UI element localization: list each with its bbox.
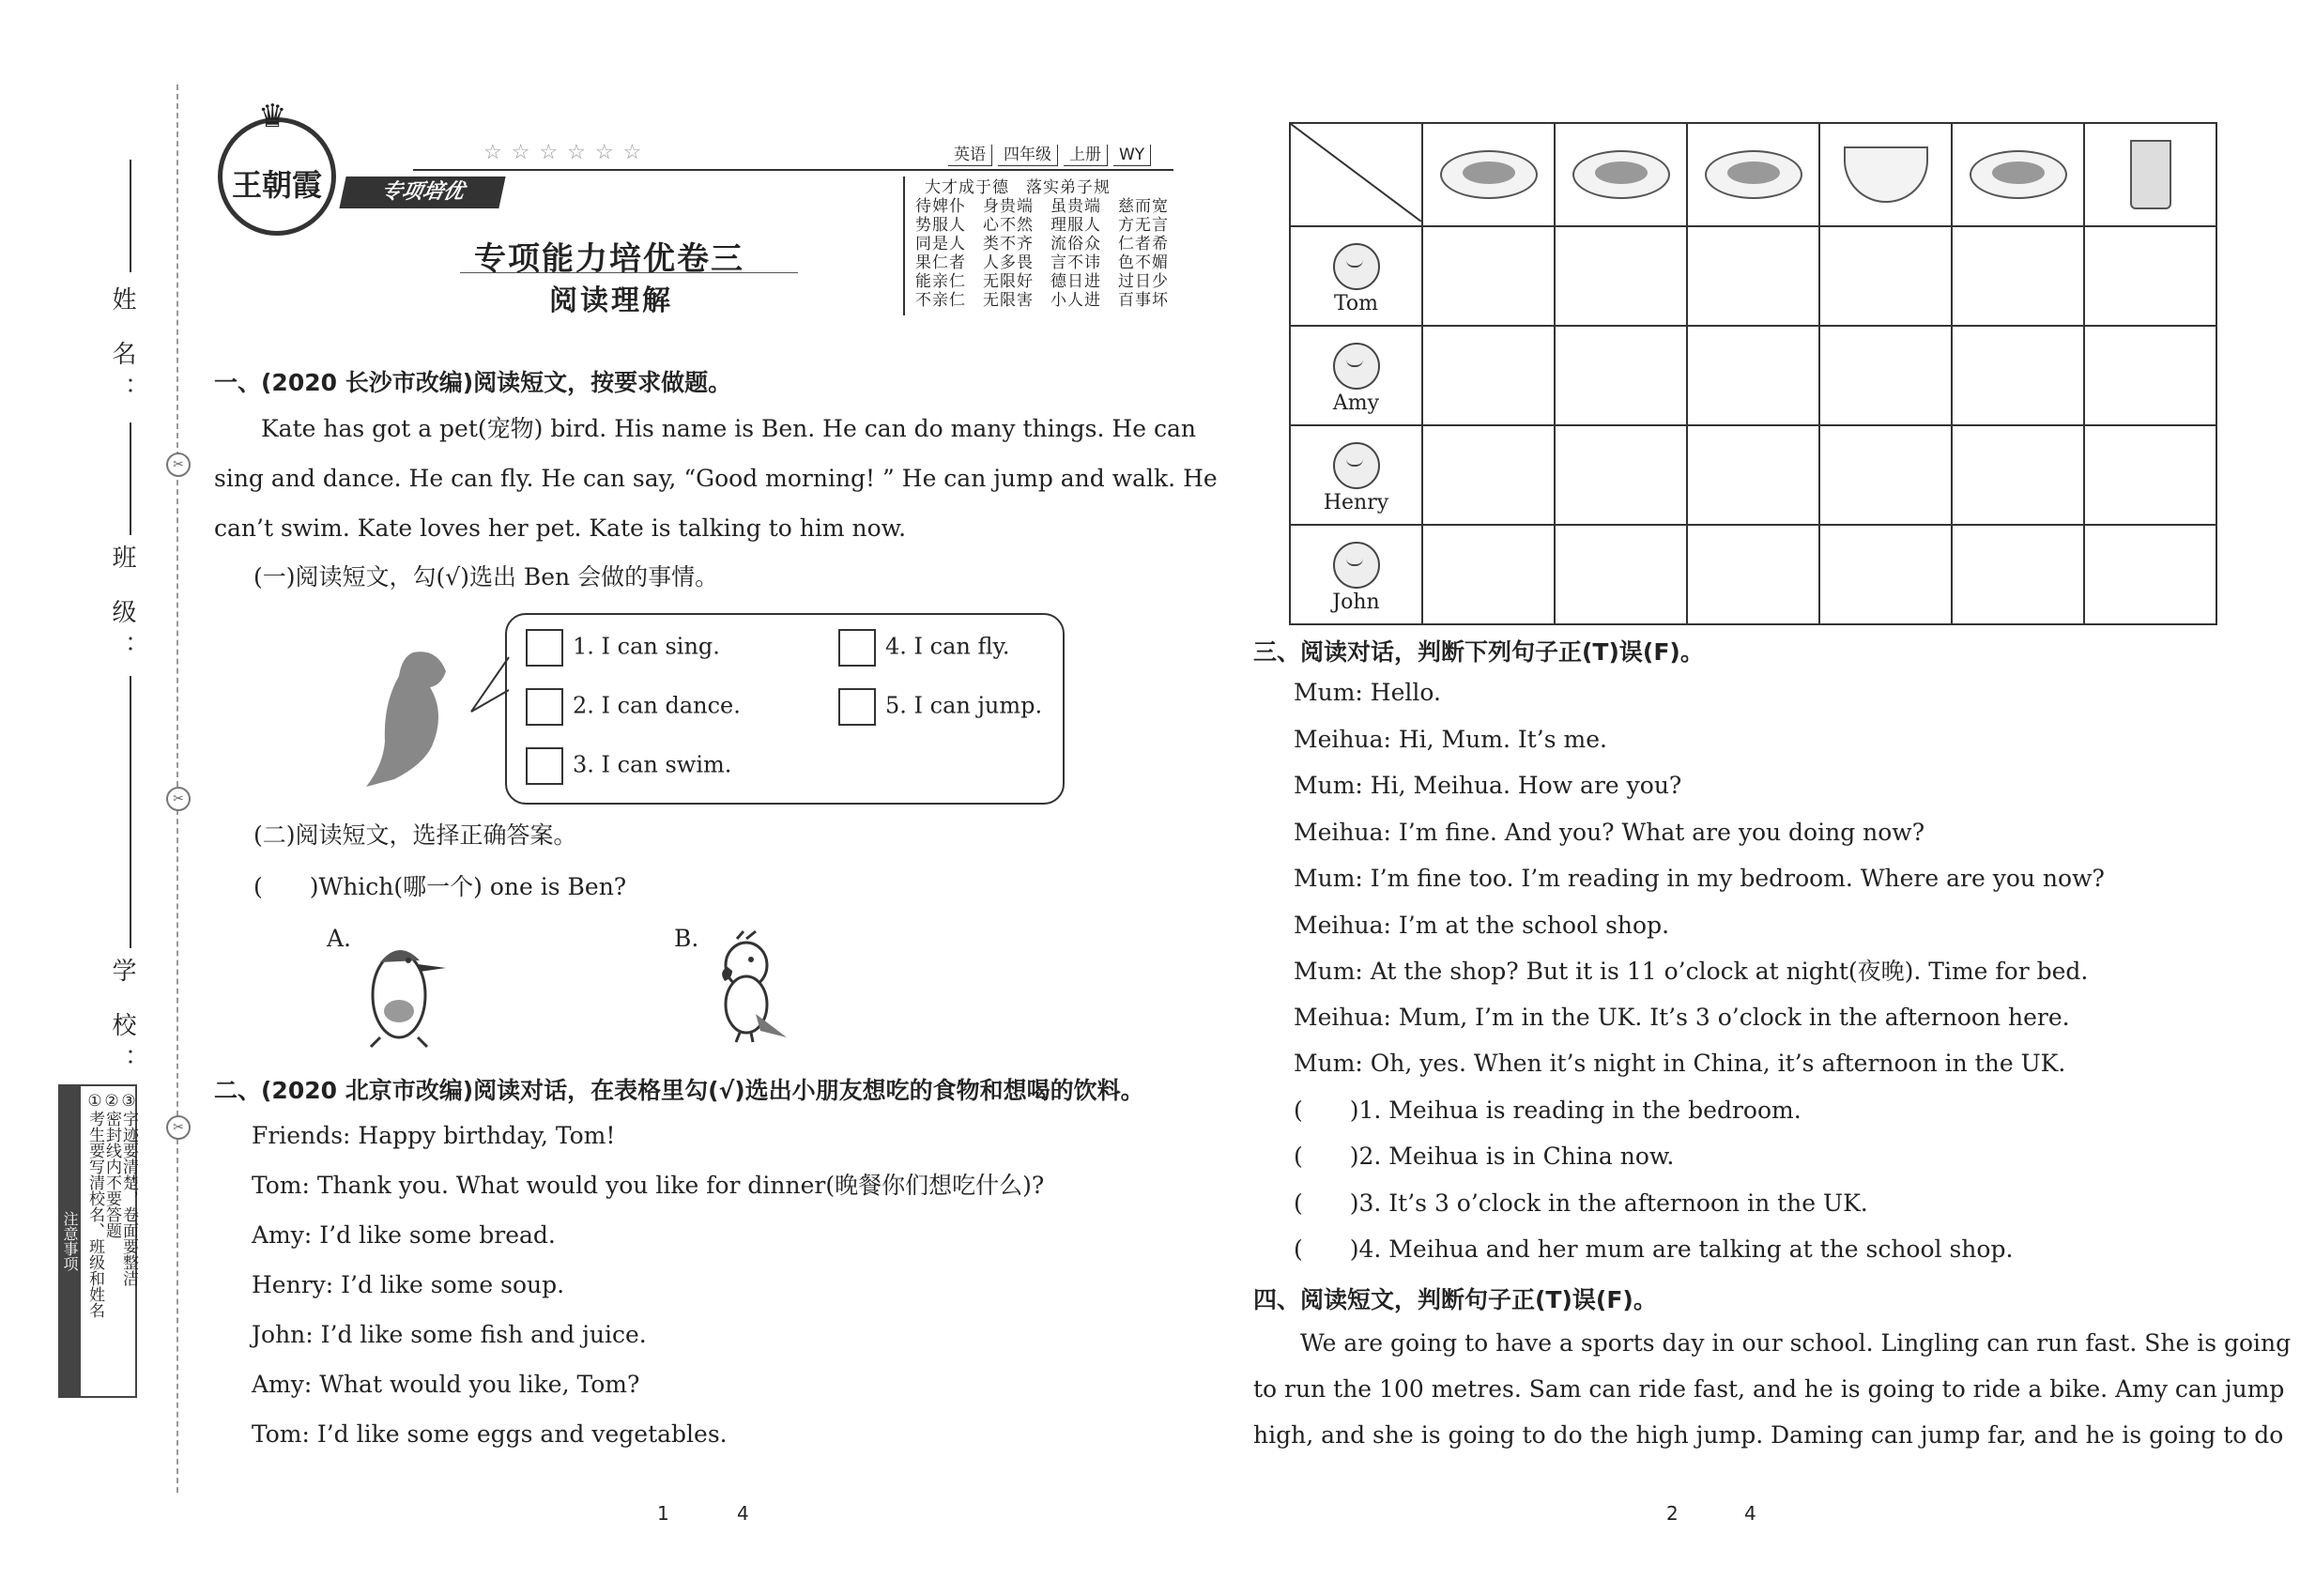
checkbox[interactable] (526, 629, 563, 667)
crumb-subject: 英语 (948, 145, 992, 166)
check-cell[interactable] (1687, 425, 1819, 525)
motto-line: 势服人 心不然 理服人 方无言 (915, 216, 1169, 235)
class-label: 班 级： (108, 545, 136, 671)
passage-line: sing and dance. He can fly. He can say, “Good morning! ” He can jump and walk. He (214, 465, 1218, 492)
checkbox[interactable] (526, 747, 563, 785)
option-label: 2. I can dance. (573, 692, 741, 719)
motto-line: 果仁者 人多畏 言不讳 色不媚 (915, 253, 1169, 272)
kid-name: John (1332, 590, 1380, 614)
school-line (130, 676, 131, 948)
class-line (130, 422, 131, 535)
passage-line: high, and she is going to do the high jump. Daming can jump far, and he is going to do (1253, 1421, 2284, 1449)
dialogue-line: Friends: Happy birthday, Tom! (252, 1122, 616, 1149)
boy-face-icon (1333, 243, 1380, 290)
check-cell[interactable] (2084, 425, 2216, 525)
check-cell[interactable] (1555, 226, 1687, 326)
food-header (1952, 123, 2084, 226)
passage-line: can’t swim. Kate loves her pet. Kate is talking to him now. (214, 514, 907, 542)
girl-face-icon (1333, 343, 1380, 390)
dialogue-line: Henry: I’d like some soup. (252, 1271, 565, 1298)
check-cell[interactable] (1555, 326, 1687, 425)
difficulty-stars: ☆☆☆☆☆☆ (483, 141, 652, 164)
soup-icon (1844, 146, 1928, 203)
bread-icon (1440, 150, 1538, 199)
scissor-icon: ✂ (166, 453, 191, 477)
choice-a-label: A. (327, 925, 352, 952)
checkbox[interactable] (526, 688, 563, 726)
check-cell[interactable] (2084, 326, 2216, 425)
option-label: 1. I can sing. (573, 633, 720, 660)
page-number: 2 (1666, 1502, 1679, 1525)
notice-item: ①考生要写清校名、班级和姓名 (85, 1092, 104, 1318)
statement: ( )1. Meihua is reading in the bedroom. (1294, 1097, 1802, 1124)
parrot-silhouette (357, 648, 469, 789)
kid-name: Tom (1333, 291, 1379, 315)
food-header (2084, 123, 2216, 226)
check-cell[interactable] (1422, 226, 1555, 326)
statement: ( )2. Meihua is in China now. (1294, 1143, 1675, 1170)
page-total: 4 (737, 1502, 749, 1525)
dialogue-line: Mum: I’m fine too. I’m reading in my bedroom. Where are you now? (1294, 865, 2105, 892)
table-row (1290, 226, 2216, 326)
option-dance (526, 688, 741, 726)
check-cell[interactable] (1422, 525, 1555, 624)
motto-divider (903, 176, 905, 315)
question-which: ( )Which(哪一个) one is Ben? (253, 873, 627, 900)
check-cell[interactable] (1422, 425, 1555, 525)
boy-face-icon (1333, 542, 1380, 589)
school-label: 学 校： (108, 958, 136, 1084)
diagonal-line (1291, 124, 1421, 222)
option-swim (526, 747, 731, 785)
option-jump (838, 688, 1042, 726)
crumb-grade: 四年级 (998, 145, 1058, 166)
option-label: 5. I can jump. (885, 692, 1043, 719)
check-cell[interactable] (1555, 425, 1687, 525)
check-cell[interactable] (1687, 226, 1819, 326)
part1-instruction: (一)阅读短文，勾(√)选出 Ben 会做的事情。 (253, 563, 719, 591)
check-cell[interactable] (1687, 525, 1819, 624)
kid-name: Amy (1332, 391, 1380, 415)
page-subtitle: 阅读理解 (549, 284, 673, 317)
section-banner: 专项培优 (339, 176, 505, 208)
statement: ( )4. Meihua and her mum are talking at the school shop. (1294, 1235, 2014, 1263)
brand-logo (218, 98, 336, 236)
food-header (1687, 123, 1819, 226)
check-cell[interactable] (1952, 326, 2084, 425)
motto-line: 待婢仆 身贵端 虽贵端 慈而宽 (915, 197, 1169, 216)
motto-line: 不亲仁 无限害 小人进 百事坏 (915, 291, 1169, 310)
check-cell[interactable] (1952, 525, 2084, 624)
passage-line: to run the 100 metres. Sam can ride fast, and he is going to ride a bike. Amy can jump (1253, 1375, 2285, 1403)
check-cell[interactable] (1952, 425, 2084, 525)
food-table (1289, 122, 2217, 625)
title-rule (460, 272, 798, 273)
section4-heading: 四、阅读短文，判断句子正(T)误(F)。 (1253, 1286, 1657, 1313)
table-row (1290, 525, 2216, 624)
notice-item: ③字迹要清楚，卷面要整洁 (119, 1092, 138, 1286)
scissor-icon: ✂ (166, 1115, 191, 1140)
option-fly (838, 629, 1009, 667)
motto-block (915, 178, 1169, 310)
passage-line: We are going to have a sports day in our school. Lingling can run fast. She is going (1300, 1329, 2292, 1357)
dialogue-line: Mum: At the shop? But it is 11 o’clock at night(夜晚). Time for bed. (1294, 958, 2089, 985)
statement: ( )3. It’s 3 o’clock in the afternoon in the UK. (1294, 1189, 1868, 1217)
section2-heading: 二、(2020 北京市改编)阅读对话，在表格里勾(√)选出小朋友想吃的食物和想喝的饮料。 (214, 1077, 1144, 1104)
dialogue-line: Amy: I’d like some bread. (252, 1221, 556, 1249)
choice-b-label: B. (674, 925, 699, 952)
name-line (130, 160, 131, 272)
dialogue-line: Mum: Hello. (1294, 679, 1441, 706)
dialogue-line: Amy: What would you like, Tom? (252, 1371, 640, 1398)
option-sing (526, 629, 720, 667)
checkbox[interactable] (838, 629, 876, 667)
section3-heading: 三、阅读对话，判断下列句子正(T)误(F)。 (1253, 638, 1704, 666)
passage-line: Kate has got a pet(宠物) bird. His name is Ben. He can do many things. He can (261, 415, 1196, 442)
motto-line: 能亲仁 无限好 德日进 过日少 (915, 272, 1169, 291)
crumb-edition: WY (1113, 145, 1151, 166)
option-label: 4. I can fly. (885, 633, 1010, 660)
penguin-image (352, 934, 455, 1051)
breadcrumb (948, 141, 1157, 164)
check-cell[interactable] (1952, 226, 2084, 326)
table-row (1290, 425, 2216, 525)
kid-cell (1290, 525, 1422, 624)
crown-icon: ♛ (258, 98, 287, 135)
food-header (1555, 123, 1687, 226)
check-cell[interactable] (2084, 226, 2216, 326)
header-rule (413, 169, 1173, 171)
check-cell[interactable] (1555, 525, 1687, 624)
kid-name: Henry (1323, 490, 1389, 514)
eggs-icon (1970, 150, 2067, 199)
check-cell[interactable] (1819, 525, 1952, 624)
kid-cell (1290, 226, 1422, 326)
kid-cell (1290, 425, 1422, 525)
table-row (1290, 326, 2216, 425)
kid-cell (1290, 326, 1422, 425)
check-cell[interactable] (1819, 425, 1952, 525)
crumb-term: 上册 (1064, 145, 1108, 166)
brand-name: 王朝霞 (231, 167, 322, 203)
check-cell[interactable] (1819, 226, 1952, 326)
notice-tag: 注意事项 (60, 1086, 81, 1396)
dialogue-line: Meihua: Mum, I’m in the UK. It’s 3 o’clock in the afternoon here. (1294, 1004, 2070, 1031)
dialogue-line: John: I’d like some fish and juice. (252, 1321, 647, 1348)
dialogue-line: Mum: Oh, yes. When it’s night in China, it’s afternoon in the UK. (1294, 1050, 2066, 1077)
page-number: 1 (657, 1502, 669, 1525)
table-corner (1290, 123, 1422, 226)
page-total: 4 (1744, 1502, 1756, 1525)
fish-icon (1572, 150, 1670, 199)
food-header (1819, 123, 1952, 226)
dialogue-line: Meihua: Hi, Mum. It’s me. (1294, 726, 1607, 753)
notice-box (58, 1084, 137, 1398)
scissor-icon: ✂ (166, 787, 191, 811)
dialogue-line: Mum: Hi, Meihua. How are you? (1294, 772, 1682, 799)
juice-icon (2130, 140, 2171, 209)
dialogue-line: Meihua: I’m fine. And you? What are you doing now? (1294, 819, 1925, 846)
dialogue-line: Meihua: I’m at the school shop. (1294, 912, 1670, 939)
food-header (1422, 123, 1555, 226)
section1-heading: 一、(2020 长沙市改编)阅读短文，按要求做题。 (214, 369, 732, 396)
check-cell[interactable] (1422, 326, 1555, 425)
notice-item: ②密封线内不要答题 (102, 1092, 121, 1238)
motto-line: 同是人 类不齐 流俗众 仁者希 (915, 235, 1169, 253)
option-label: 3. I can swim. (573, 751, 732, 778)
vegetables-icon (1705, 150, 1802, 199)
parrot-image (704, 929, 793, 1047)
dialogue-line: Tom: I’d like some eggs and vegetables. (252, 1420, 728, 1448)
check-cell[interactable] (1687, 326, 1819, 425)
part2-instruction: (二)阅读短文，选择正确答案。 (253, 821, 577, 849)
checkbox[interactable] (838, 688, 876, 726)
dialogue-line: Tom: Thank you. What would you like for dinner(晚餐你们想吃什么)? (252, 1172, 1045, 1199)
motto-head: 大才成于德 落实弟子规 (925, 178, 1111, 197)
page-title: 专项能力培优卷三 (474, 240, 744, 278)
check-cell[interactable] (1819, 326, 1952, 425)
boy-face-icon (1333, 442, 1380, 489)
check-cell[interactable] (2084, 525, 2216, 624)
name-label: 姓 名： (108, 286, 136, 413)
